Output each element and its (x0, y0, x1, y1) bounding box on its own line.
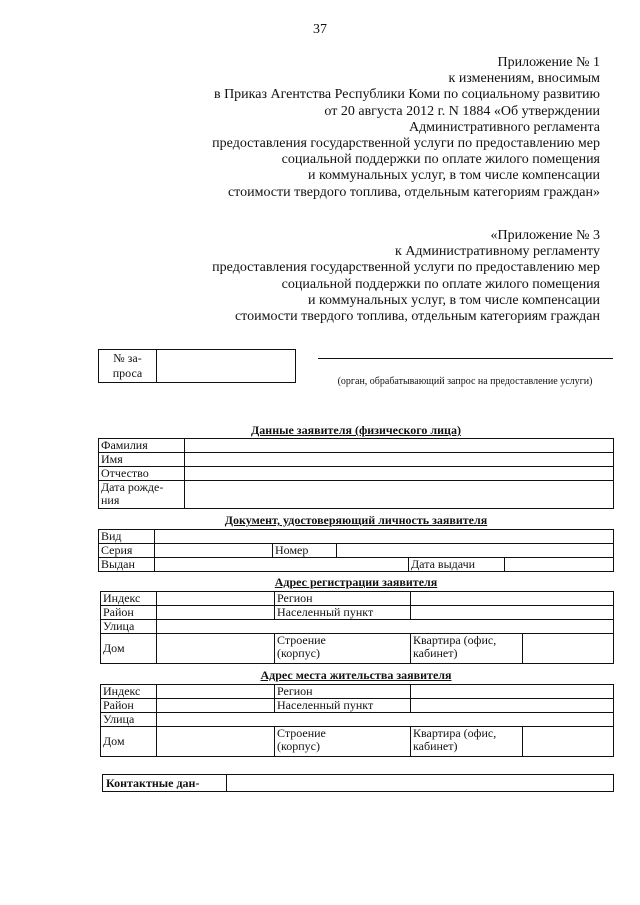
appendix-line: социальной поддержки по оплате жилого помещения (281, 152, 600, 168)
label-live-street: Улица (101, 713, 157, 727)
label-doc-type: Вид (99, 530, 155, 544)
field-doc-issued[interactable] (155, 558, 409, 572)
appendix-line: к изменениям, вносимым (448, 71, 600, 87)
field-reg-region[interactable] (411, 592, 614, 606)
id-doc-section-title: Документ, удостоверяющий личность заявителя (224, 513, 488, 527)
birthdate-label-line: Дата рожде- (101, 480, 164, 494)
label-reg-house: Дом (101, 634, 157, 664)
org-caption: (орган, обрабатывающий запрос на предоставление услуги) (337, 376, 593, 387)
label-reg-region: Регион (275, 592, 411, 606)
label-birthdate (99, 481, 185, 509)
applicant-table (98, 438, 614, 509)
flat-label-line: кабинет) (413, 739, 458, 753)
field-live-index[interactable] (157, 685, 275, 699)
label-live-index: Индекс (101, 685, 157, 699)
field-name[interactable] (185, 453, 614, 467)
label-reg-index: Индекс (101, 592, 157, 606)
label-live-building (275, 727, 411, 757)
field-patronymic[interactable] (185, 467, 614, 481)
label-live-settlement: Населенный пункт (275, 699, 411, 713)
contact-row (102, 774, 614, 792)
building-label-line: (корпус) (277, 646, 320, 660)
appendix-line: к Административному регламенту (395, 244, 600, 260)
label-doc-issued: Выдан (99, 558, 155, 572)
label-reg-street: Улица (101, 620, 157, 634)
field-live-street[interactable] (157, 713, 614, 727)
building-label-line: Строение (277, 633, 326, 647)
appendix-line: стоимости твердого топлива, отдельным категориям граждан» (227, 184, 600, 200)
appendix-line: в Приказ Агентства Республики Коми по социальному развитию (213, 87, 600, 103)
label-doc-issue-date: Дата выдачи (409, 558, 505, 572)
field-doc-issue-date[interactable] (505, 558, 614, 572)
field-reg-settlement[interactable] (411, 606, 614, 620)
field-live-district[interactable] (157, 699, 275, 713)
appendix-line: и коммунальных услуг, в том числе компенсации (307, 292, 600, 308)
appendix-line: от 20 августа 2012 г. N 1884 «Об утверждении (324, 103, 600, 119)
label-reg-flat (411, 634, 523, 664)
label-name: Имя (99, 453, 185, 467)
label-doc-number: Номер (273, 544, 337, 558)
appendix-line: социальной поддержки по оплате жилого помещения (281, 276, 600, 292)
building-label-line: (корпус) (277, 739, 320, 753)
flat-label-line: кабинет) (413, 646, 458, 660)
flat-label-line: Квартира (офис, (413, 633, 497, 647)
org-name-line[interactable] (318, 358, 613, 359)
id-doc-table (98, 529, 614, 572)
field-live-settlement[interactable] (411, 699, 614, 713)
label-live-district: Район (101, 699, 157, 713)
label-reg-building (275, 634, 411, 664)
field-reg-index[interactable] (157, 592, 275, 606)
label-live-flat (411, 727, 523, 757)
appendix-line: стоимости твердого топлива, отдельным категориям граждан (234, 309, 600, 325)
field-doc-type[interactable] (155, 530, 614, 544)
request-label-line: проса (112, 366, 143, 380)
label-patronymic: Отчество (99, 467, 185, 481)
appendix-line: Административного регламента (408, 119, 600, 135)
appendix-line: и коммунальных услуг, в том числе компенсации (307, 168, 600, 184)
appendix-line: «Приложение № 3 (490, 228, 600, 243)
label-reg-settlement: Населенный пункт (275, 606, 411, 620)
field-reg-street[interactable] (157, 620, 614, 634)
appendix-line: предоставления государственной услуги по предоставлению мер (212, 260, 600, 276)
appendix-1-header (140, 55, 600, 201)
page-number: 37 (313, 22, 327, 37)
label-surname: Фамилия (99, 439, 185, 453)
request-number-label (99, 350, 157, 382)
birthdate-label-line: ния (101, 493, 120, 507)
label-doc-series: Серия (99, 544, 155, 558)
request-label-line: № за- (113, 351, 142, 365)
field-reg-house[interactable] (157, 634, 275, 664)
field-doc-number[interactable] (337, 544, 614, 558)
field-doc-series[interactable] (155, 544, 273, 558)
contact-label: Контактные дан- (103, 775, 227, 791)
contact-field[interactable] (227, 775, 613, 791)
flat-label-line: Квартира (офис, (413, 726, 497, 740)
request-number-field[interactable] (157, 350, 295, 382)
request-number-box (98, 349, 296, 383)
field-live-region[interactable] (411, 685, 614, 699)
applicant-section-title: Данные заявителя (физического лица) (251, 423, 461, 437)
field-reg-flat[interactable] (523, 634, 614, 664)
label-live-house: Дом (101, 727, 157, 757)
appendix-3-header (140, 228, 600, 325)
live-address-section-title: Адрес места жительства заявителя (260, 668, 452, 682)
field-live-flat[interactable] (523, 727, 614, 757)
reg-address-section-title: Адрес регистрации заявителя (274, 575, 438, 589)
appendix-line: Приложение № 1 (497, 55, 600, 70)
reg-address-table (100, 591, 614, 664)
label-reg-district: Район (101, 606, 157, 620)
live-address-table (100, 684, 614, 757)
field-surname[interactable] (185, 439, 614, 453)
appendix-line: предоставления государственной услуги по предоставлению мер (212, 136, 600, 152)
field-birthdate[interactable] (185, 481, 614, 509)
building-label-line: Строение (277, 726, 326, 740)
field-reg-district[interactable] (157, 606, 275, 620)
field-live-house[interactable] (157, 727, 275, 757)
label-live-region: Регион (275, 685, 411, 699)
